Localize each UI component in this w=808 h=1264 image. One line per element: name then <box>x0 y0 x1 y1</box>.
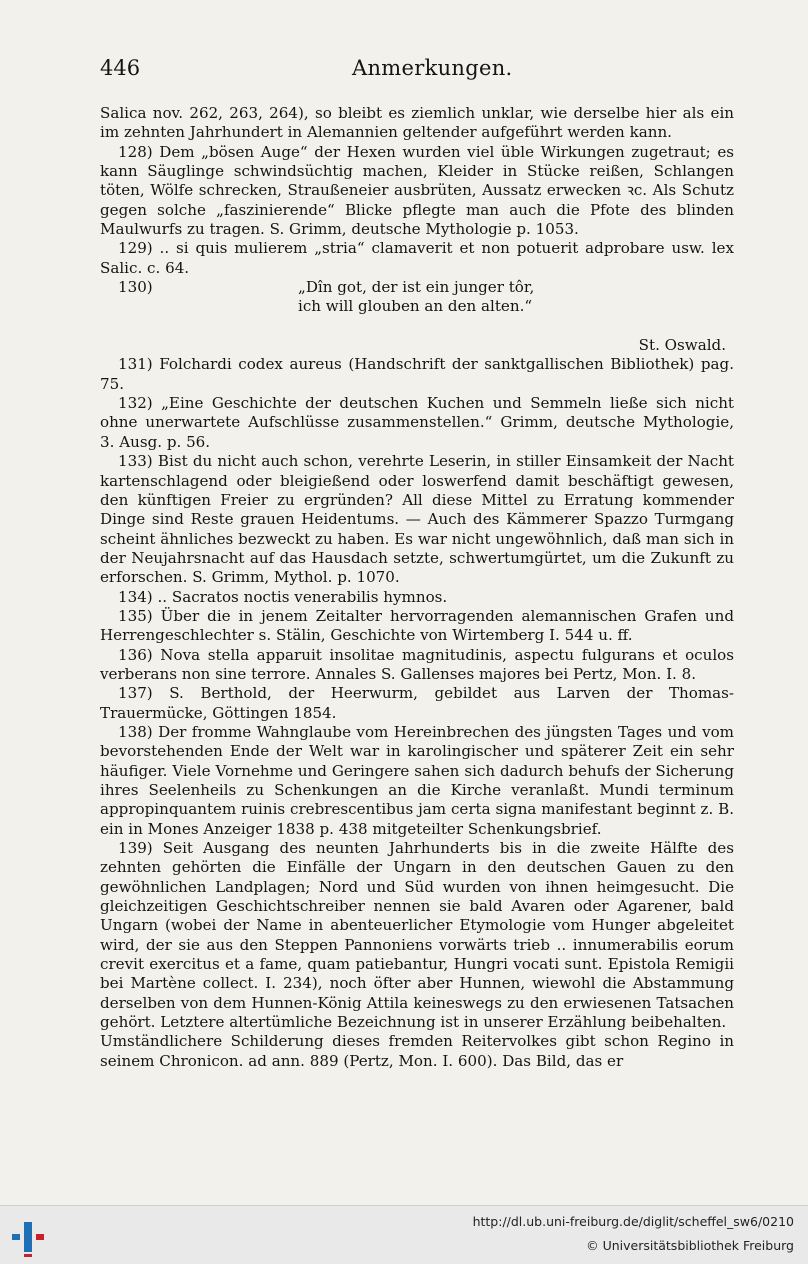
running-title: Anmerkungen. <box>352 56 513 80</box>
note-139-continuation: Umständlichere Schilderung dieses fremden Reitervolkes gibt schon Regino in seinem Chronicon. ad ann. 889 (Pertz, Mon. I. 600). Das Bild, das er <box>100 1032 734 1070</box>
note-134: 134) .. Sacratos noctis venerabilis hymnos. <box>118 587 448 606</box>
document-url-link[interactable]: http://dl.ub.uni-freiburg.de/diglit/scheffel_sw6/0210 <box>472 1214 794 1229</box>
note-135: 135) Über die in jenem Zeitalter hervorragenden alemannischen Grafen und Herrengeschlechter s. Stälin, Geschichte von Wirtemberg I. 544 u. ff. <box>100 606 734 645</box>
note-133: 133) Bist du nicht auch schon, verehrte Leserin, in stiller Einsamkeit der Nacht kartenschlagend oder bleigießend oder loswerfend damit beschäftigt gewesen, den künftigen Freier zu ergründen? All diese Mittel zu Erratung kommender Dinge sind Reste grauen Heidentums. — Auch des Kämmerer Spazzo Turmgang scheint ähnliches bezweckt zu haben. Es war nicht ungewöhnlich, daß man sich in der Neujahrsnacht auf das Hausdach setzte, schwertumgürtet, um die Zukunft zu erforschen. S. Grimm, Mythol. p. 1070. <box>100 452 734 587</box>
verse-line-2: ich will glouben an den alten.“ <box>298 297 533 316</box>
note-128: 128) Dem „bösen Auge“ der Hexen wurden viel üble Wirkungen zugetraut; es kann Säuglinge schwindsüchtig machen, Kleider in Stücke reißen, Schlangen töten, Wölfe schrecken, Straußeneier ausbrüten, Aussatz erwecken ꝛc. Als Schutz gegen solche „faszinierende“ Blicke pflegte man auch die Pfote des blinden Maulwurfs zu tragen. S. Grimm, deutsche Mythologie p. 1053. <box>100 142 734 239</box>
verse-line-1: „Dîn got, der ist ein junger tôr, <box>298 278 535 297</box>
note-136: 136) Nova stella apparuit insolitae magnitudinis, aspectu fulgurans et oculos verberans non sine terrore. Annales S. Gallenses majores bei Pertz, Mon. I. 8. <box>100 645 734 683</box>
note-131: 131) Folchardi codex aureus (Handschrift der sanktgallischen Bibliothek) pag. 75. <box>100 355 734 393</box>
note-129: 129) .. si quis mulierem „stria“ clamaverit et non potuerit adprobare usw. lex Salic. c. 64. <box>100 239 734 277</box>
page-header <box>100 56 730 86</box>
note-138: 138) Der fromme Wahnglaube vom Hereinbrechen des jüngsten Tages und vom bevorstehenden Ende der Welt war in karolingischer und späterer Zeit ein sehr häufiger. Viele Vornehme und Geringere sahen sich dadurch behufs der Sicherung ihres Seelenheils zu Schenkungen an die Kirche veranlaßt. Mundi terminum appropinquantem ruinis crebrescentibus jam certa signa manifestant beginnt z. B. ein in Mones Anzeiger 1838 p. 438 mitgeteilter Schenkungsbrief. <box>100 722 734 838</box>
viewer-footer <box>0 1205 808 1264</box>
note-132: 132) „Eine Geschichte der deutschen Kuchen und Semmeln ließe sich nicht ohne unerwartete Aufschlüsse zusammenstellen.“ Grimm, deutsche Mythologie, 3. Ausg. p. 56. <box>100 394 734 451</box>
note-130 <box>100 278 734 336</box>
copyright-notice: © Universitätsbibliothek Freiburg <box>586 1238 794 1253</box>
notes-body <box>100 104 734 1071</box>
note-139: 139) Seit Ausgang des neunten Jahrhunderts bis in die zweite Hälfte des zehnten gehörten die Einfälle der Ungarn in den deutschen Gauen zu den gewöhnlichen Landplagen; Nord und Süd wurden von ihnen heimgesucht. Die gleichzeitigen Geschichtschreiber nennen sie bald Avaren oder Agarener, bald Ungarn (wobei der Name in abenteuerlicher Etymologie vom Hunger abgeleitet wird, der sie aus den Steppen Pannoniens vorwärts trieb .. innumerabilis eorum crevit exercitus et a fame, quam patiebantur, Hungri vocati sunt. Epistola Remigii bei Martène collect. I. 234), noch öfter aber Hunnen, wiewohl die Abstammung derselben von dem Hunnen-König Attila keineswegs zu den erwiesenen Tatsachen gehört. Letztere altertümliche Bezeichnung ist in unserer Erzählung beibehalten. <box>100 839 734 1032</box>
page-number: 446 <box>100 56 141 80</box>
note-130-number: 130) <box>118 278 153 297</box>
note-130-source: St. Oswald. <box>638 336 726 355</box>
note-130-verse <box>298 278 534 317</box>
ub-freiburg-logo-icon[interactable] <box>10 1216 52 1258</box>
note-137: 137) S. Berthold, der Heerwurm, gebildet aus Larven der Thomas-Trauermücke, Göttingen 1854. <box>100 684 734 722</box>
note-continuation: Salica nov. 262, 263, 264), so bleibt es ziemlich unklar, wie derselbe hier als ein im zehnten Jahrhundert in Alemannien geltender aufgeführt werden kann. <box>100 104 734 142</box>
